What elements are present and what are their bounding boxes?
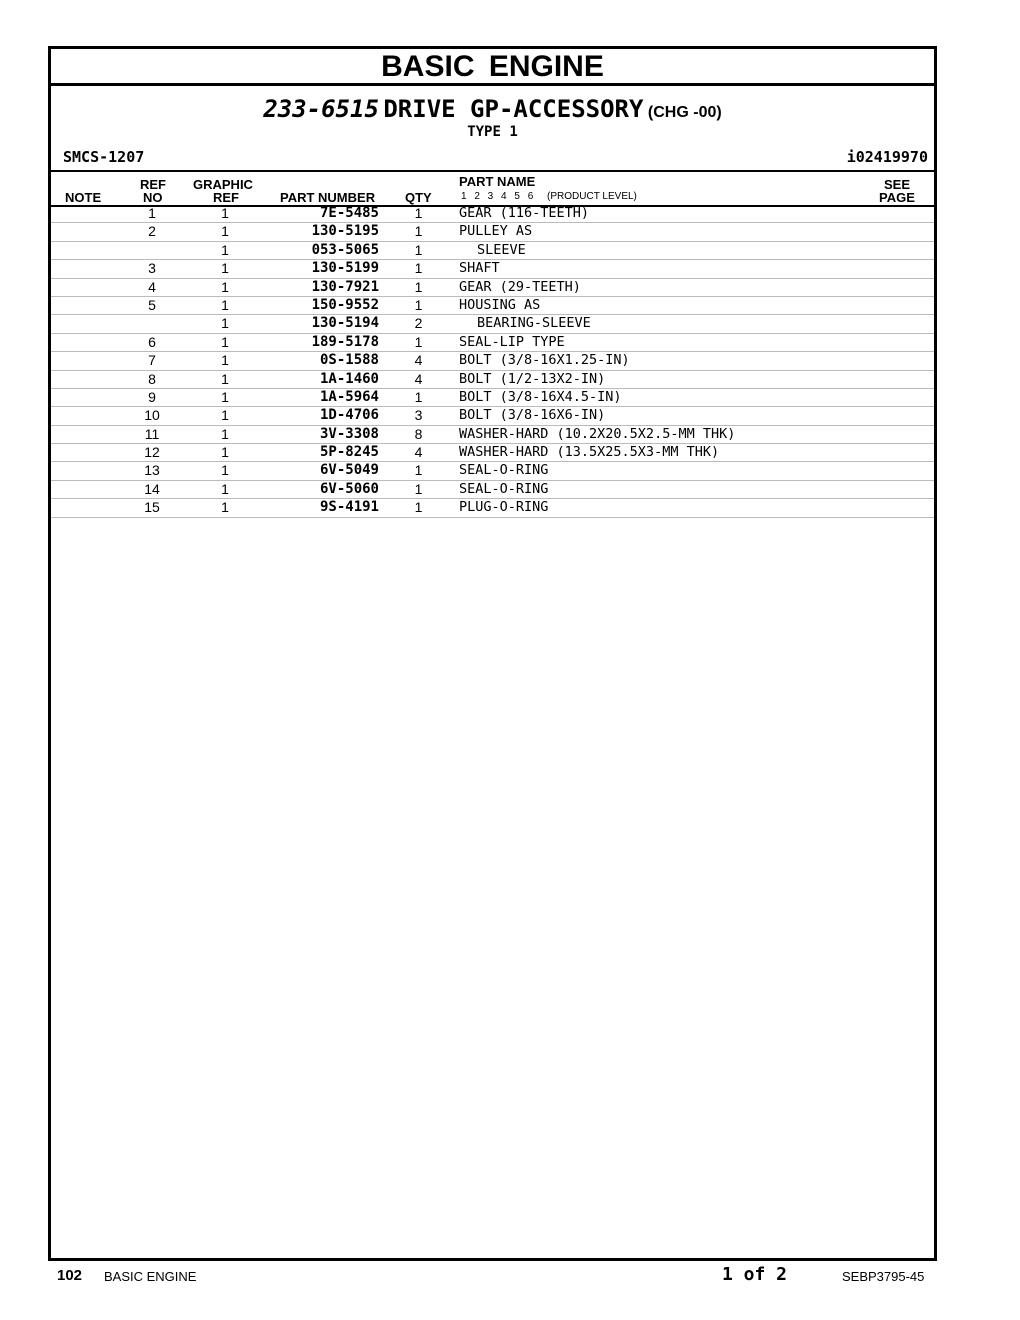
smcs-code: SMCS-1207 <box>63 148 145 166</box>
quantity: 1 <box>414 260 423 277</box>
level-numbers: 1 2 3 4 5 6 <box>461 191 534 202</box>
graphic-ref: 1 <box>221 278 229 295</box>
quantity: 1 <box>414 241 423 258</box>
ref-no: 10 <box>144 407 160 424</box>
part-number: 5P-8245 <box>319 444 379 461</box>
part-name: WASHER-HARD (13.5X25.5X3-MM THK) <box>459 444 720 461</box>
graphic-ref: 1 <box>221 315 229 332</box>
ref-no: 2 <box>148 223 156 240</box>
col-ref-bottom: NO <box>143 190 163 205</box>
group-headline <box>51 94 934 128</box>
quantity: 1 <box>414 480 423 497</box>
ref-no: 7 <box>148 352 156 369</box>
page-frame <box>48 46 937 1261</box>
part-number: 150-9552 <box>311 296 379 313</box>
table-row <box>51 315 934 333</box>
part-name: GEAR (29-TEETH) <box>459 278 581 295</box>
table-row <box>51 205 934 223</box>
part-name: SEAL-LIP TYPE <box>459 333 565 350</box>
part-number: 189-5178 <box>311 333 379 350</box>
table-row <box>51 334 934 352</box>
group-name: DRIVE GP-ACCESSORY <box>383 95 644 123</box>
part-name: SLEEVE <box>477 241 526 258</box>
part-name: PLUG-O-RING <box>459 499 549 516</box>
part-name: WASHER-HARD (10.2X20.5X2.5-MM THK) <box>459 425 736 442</box>
graphic-ref: 1 <box>221 370 229 387</box>
group-part-number: 233-6515 <box>263 95 379 123</box>
graphic-ref: 1 <box>221 241 229 258</box>
part-name: BOLT (3/8-16X4.5-IN) <box>459 388 622 405</box>
ref-no: 11 <box>144 425 160 442</box>
part-name: BOLT (3/8-16X1.25-IN) <box>459 352 630 369</box>
quantity: 4 <box>414 444 423 461</box>
part-name: BOLT (3/8-16X6-IN) <box>459 407 606 424</box>
pagination: 1 of 2 <box>722 1264 788 1285</box>
quantity: 4 <box>414 370 423 387</box>
quantity: 1 <box>414 278 423 295</box>
part-number: 1A-1460 <box>319 370 379 387</box>
part-name: HOUSING AS <box>459 296 541 313</box>
table-row <box>51 242 934 260</box>
part-number: 7E-5485 <box>319 205 379 221</box>
parts-table-body <box>51 205 934 518</box>
quantity: 1 <box>414 462 423 479</box>
part-name: BOLT (1/2-13X2-IN) <box>459 370 606 387</box>
part-number: 130-5199 <box>311 260 379 277</box>
col-see-top: SEE <box>884 177 911 192</box>
product-level-label: (PRODUCT LEVEL) <box>547 191 637 202</box>
ref-no: 4 <box>148 278 156 295</box>
table-row <box>51 352 934 370</box>
ref-no: 1 <box>148 205 156 221</box>
graphic-ref: 1 <box>221 205 229 221</box>
section-title: BASIC ENGINE <box>51 49 934 86</box>
part-name: SEAL-O-RING <box>459 462 549 479</box>
graphic-ref: 1 <box>221 296 229 313</box>
table-row <box>51 481 934 499</box>
ref-no: 5 <box>148 296 156 313</box>
ref-no: 3 <box>148 260 156 277</box>
graphic-ref: 1 <box>221 260 229 277</box>
quantity: 4 <box>414 352 423 369</box>
page-number: 102 <box>57 1267 83 1284</box>
col-see-bottom: PAGE <box>879 190 915 205</box>
graphic-ref: 1 <box>221 480 229 497</box>
part-number: 0S-1588 <box>319 352 379 369</box>
graphic-ref: 1 <box>221 388 229 405</box>
table-row <box>51 260 934 278</box>
part-name: PULLEY AS <box>459 223 533 240</box>
part-name: GEAR (116-TEETH) <box>459 205 590 221</box>
part-name: BEARING-SLEEVE <box>477 315 591 332</box>
col-qty: QTY <box>405 190 432 205</box>
table-row <box>51 499 934 517</box>
change-level: (CHG -00) <box>647 104 722 121</box>
quantity: 8 <box>414 425 423 442</box>
graphic-ref: 1 <box>221 352 229 369</box>
col-levels <box>461 191 637 202</box>
footer-section: BASIC ENGINE <box>104 1269 197 1284</box>
table-row <box>51 444 934 462</box>
part-number: 6V-5060 <box>319 480 379 497</box>
part-number: 130-7921 <box>311 278 379 295</box>
ref-no: 9 <box>148 388 156 405</box>
part-number: 053-5065 <box>311 241 379 258</box>
ref-no: 8 <box>148 370 156 387</box>
graphic-ref: 1 <box>221 425 229 442</box>
graphic-ref: 1 <box>221 462 229 479</box>
ref-no: 6 <box>148 333 156 350</box>
part-number: 9S-4191 <box>319 499 379 516</box>
quantity: 1 <box>414 333 423 350</box>
col-note: NOTE <box>65 190 102 205</box>
ref-no: 15 <box>144 499 160 516</box>
quantity: 1 <box>414 499 423 516</box>
graphic-ref: 1 <box>221 499 229 516</box>
graphic-ref: 1 <box>221 333 229 350</box>
part-number: 3V-3308 <box>319 425 379 442</box>
col-ref-top: REF <box>140 177 166 192</box>
part-name: SHAFT <box>459 260 500 277</box>
part-number: 1D-4706 <box>319 407 379 424</box>
part-number: 130-5195 <box>311 223 379 240</box>
table-header <box>51 170 934 207</box>
part-number: 6V-5049 <box>319 462 379 479</box>
table-row <box>51 297 934 315</box>
id-row <box>63 148 928 166</box>
illustration-id: i02419970 <box>846 148 928 166</box>
page-footer <box>0 1264 1020 1288</box>
table-row <box>51 279 934 297</box>
quantity: 1 <box>414 296 423 313</box>
table-row <box>51 223 934 241</box>
graphic-ref: 1 <box>221 444 229 461</box>
col-part-number: PART NUMBER <box>280 190 376 205</box>
table-row <box>51 407 934 425</box>
col-graphic-bottom: REF <box>213 190 239 205</box>
col-part-name: PART NAME <box>459 174 536 189</box>
quantity: 1 <box>414 388 423 405</box>
quantity: 3 <box>414 407 423 424</box>
part-name: SEAL-O-RING <box>459 480 549 497</box>
ref-no: 14 <box>144 480 160 497</box>
type-label: TYPE 1 <box>467 124 518 140</box>
graphic-ref: 1 <box>221 223 229 240</box>
part-number: 1A-5964 <box>319 388 379 405</box>
table-row <box>51 389 934 407</box>
col-graphic-top: GRAPHIC <box>193 177 253 192</box>
table-row <box>51 426 934 444</box>
quantity: 1 <box>414 205 423 221</box>
graphic-ref: 1 <box>221 407 229 424</box>
quantity: 2 <box>414 315 423 332</box>
part-number: 130-5194 <box>311 315 379 332</box>
quantity: 1 <box>414 223 423 240</box>
table-row <box>51 462 934 480</box>
table-row <box>51 371 934 389</box>
ref-no: 13 <box>144 462 160 479</box>
ref-no: 12 <box>144 444 160 461</box>
document-code: SEBP3795-45 <box>842 1269 925 1284</box>
